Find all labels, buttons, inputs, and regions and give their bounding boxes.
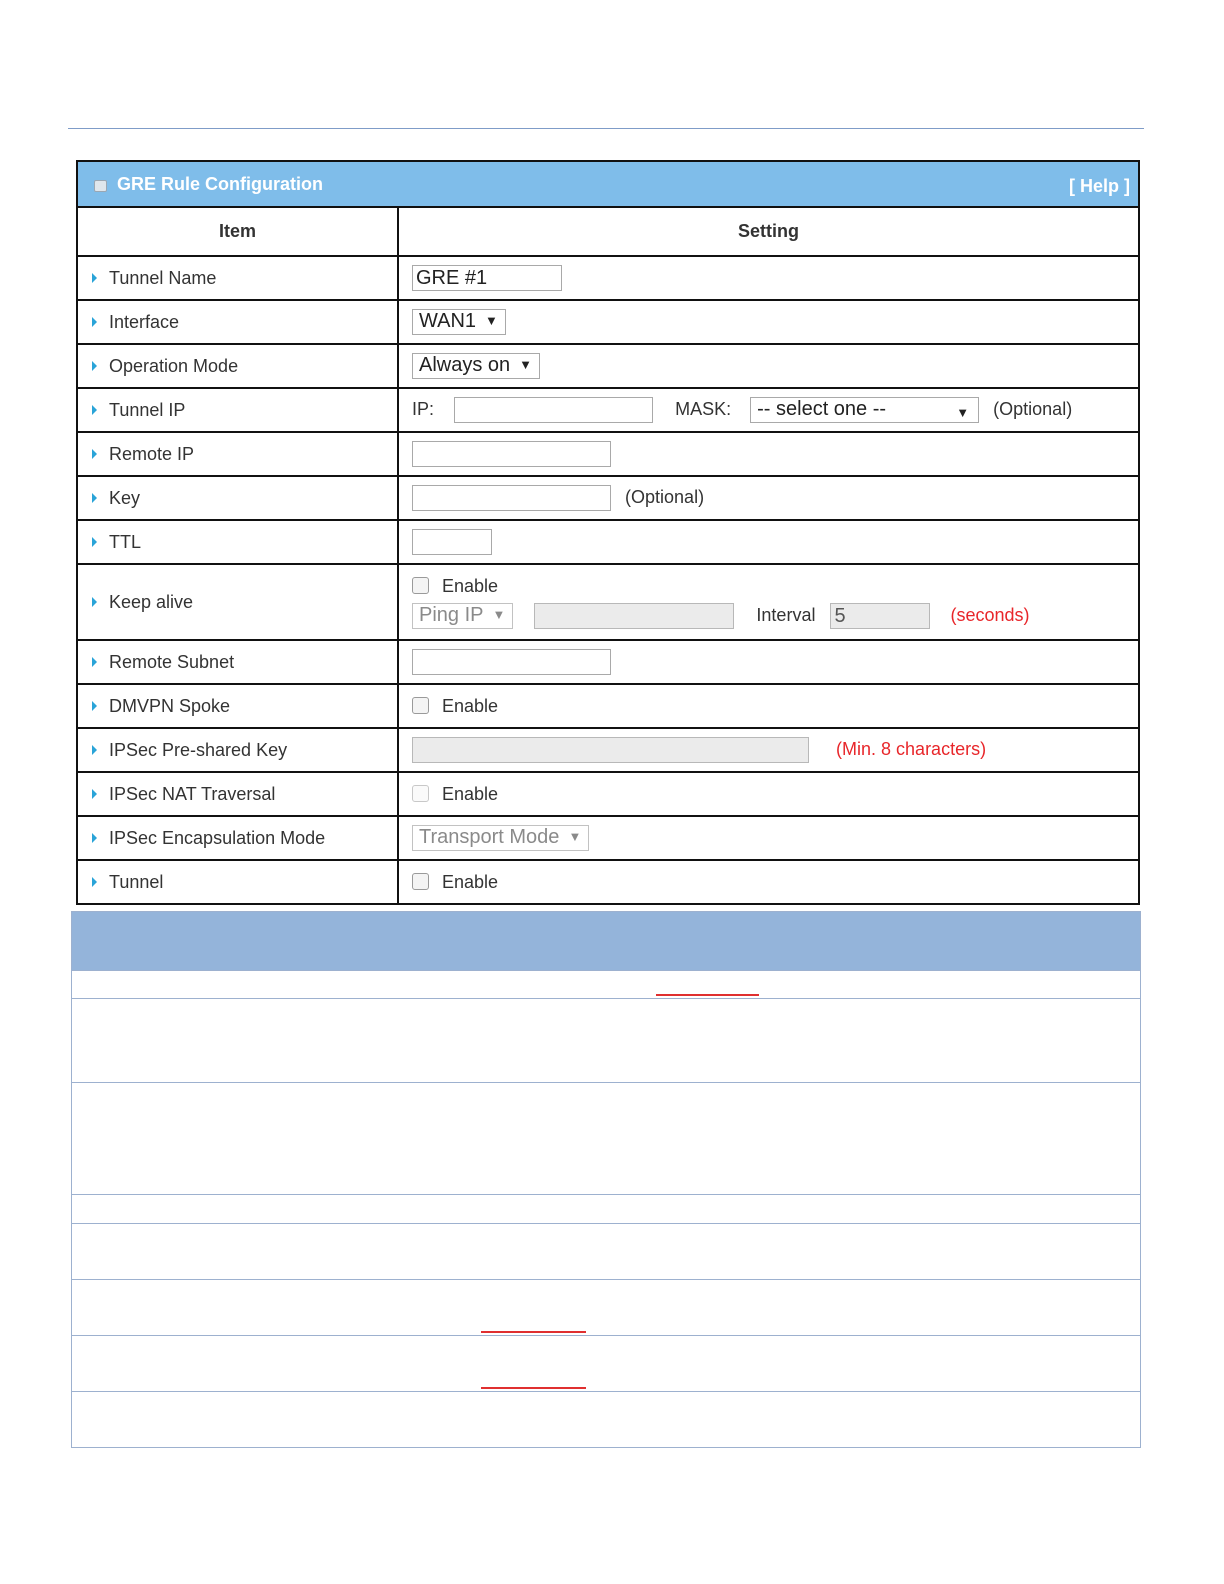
interface-select[interactable] [412, 309, 506, 335]
keep-alive-method-value: Ping IP [419, 603, 484, 626]
ipsec-psk-input[interactable] [412, 737, 809, 763]
key-input[interactable] [412, 485, 611, 511]
description-row [72, 998, 1140, 1082]
description-row [72, 1335, 1140, 1391]
interval-input[interactable]: 5 [830, 603, 930, 629]
ipsec-encap-select[interactable] [412, 825, 589, 851]
red-underline [481, 1331, 586, 1333]
row-remote-subnet [78, 640, 1138, 684]
row-setting-cell [398, 256, 1138, 300]
row-setting-cell [398, 684, 1138, 728]
remote-ip-label: Remote IP [109, 443, 195, 464]
row-ttl [78, 520, 1138, 564]
operation-mode-label: Operation Mode [109, 355, 239, 376]
row-ipsec-encapsulation-mode [78, 816, 1138, 860]
panel-header [78, 162, 1138, 206]
row-label-cell [78, 344, 398, 388]
tunnel-ip-optional-note: (Optional) [993, 398, 1073, 419]
operation-mode-select[interactable] [412, 353, 540, 379]
row-label-cell [78, 640, 398, 684]
row-label-cell [78, 432, 398, 476]
row-setting-cell [398, 520, 1138, 564]
config-table [78, 206, 1138, 903]
table-header-row [78, 207, 1138, 256]
description-table-header [72, 912, 1140, 970]
row-setting-cell [398, 728, 1138, 772]
panel-icon [94, 180, 107, 192]
page-divider [68, 128, 1144, 129]
row-tunnel-name [78, 256, 1138, 300]
row-label-cell [78, 300, 398, 344]
row-operation-mode [78, 344, 1138, 388]
mask-select-value: -- select one -- [757, 398, 887, 420]
panel-title-text: GRE Rule Configuration [117, 174, 323, 194]
row-ipsec-nat-traversal [78, 772, 1138, 816]
mask-label: MASK: [675, 398, 732, 419]
row-setting-cell [398, 344, 1138, 388]
key-label: Key [109, 487, 141, 508]
gre-rule-configuration-panel [76, 160, 1140, 905]
row-tunnel-ip [78, 388, 1138, 432]
row-ipsec-psk [78, 728, 1138, 772]
row-key [78, 476, 1138, 520]
dmvpn-spoke-label: DMVPN Spoke [109, 695, 231, 716]
key-optional-note: (Optional) [625, 486, 705, 507]
row-label-cell [78, 684, 398, 728]
ipsec-nat-label: IPSec NAT Traversal [109, 783, 276, 804]
bullet-arrow-icon [92, 273, 97, 283]
keep-alive-method-select[interactable] [412, 603, 513, 629]
ipsec-nat-enable-label: Enable [442, 783, 499, 804]
dmvpn-spoke-enable-label: Enable [442, 695, 499, 716]
bullet-arrow-icon [92, 493, 97, 503]
interval-label: Interval [756, 604, 816, 625]
bullet-arrow-icon [92, 789, 97, 799]
row-setting-cell [398, 816, 1138, 860]
row-setting-cell [398, 388, 1138, 432]
bullet-arrow-icon [92, 877, 97, 887]
description-table [71, 911, 1141, 1448]
interval-unit-note: (seconds) [950, 604, 1030, 625]
row-label-cell [78, 256, 398, 300]
tunnel-enable-checkbox[interactable] [412, 873, 429, 890]
mask-select[interactable] [750, 397, 979, 423]
row-setting-cell [398, 860, 1138, 903]
dropdown-arrow-icon: ▼ [568, 829, 582, 844]
row-label-cell [78, 728, 398, 772]
dropdown-arrow-icon: ▼ [956, 405, 970, 420]
row-setting-cell [398, 300, 1138, 344]
keep-alive-enable-label: Enable [442, 575, 499, 596]
ipsec-nat-enable-checkbox[interactable] [412, 785, 429, 802]
bullet-arrow-icon [92, 537, 97, 547]
row-label-cell [78, 520, 398, 564]
bullet-arrow-icon [92, 657, 97, 667]
row-setting-cell [398, 476, 1138, 520]
row-remote-ip [78, 432, 1138, 476]
remote-subnet-input[interactable] [412, 649, 611, 675]
description-row [72, 1082, 1140, 1194]
ttl-input[interactable] [412, 529, 492, 555]
description-row [72, 1223, 1140, 1279]
remote-subnet-label: Remote Subnet [109, 651, 235, 672]
tunnel-enable-label: Enable [442, 871, 499, 892]
bullet-arrow-icon [92, 449, 97, 459]
operation-mode-select-value: Always on [419, 354, 511, 376]
interface-label: Interface [109, 311, 180, 332]
tunnel-name-label: Tunnel Name [109, 267, 217, 288]
bullet-arrow-icon [92, 833, 97, 843]
bullet-arrow-icon [92, 745, 97, 755]
bullet-arrow-icon [92, 317, 97, 327]
row-setting-cell [398, 564, 1138, 640]
row-label-cell [78, 564, 398, 640]
description-row [72, 970, 1140, 998]
keep-alive-target-input[interactable] [534, 603, 734, 629]
column-header-setting: Setting [398, 207, 1138, 256]
tunnel-ip-input[interactable] [454, 397, 653, 423]
ipsec-encap-select-value: Transport Mode [419, 826, 560, 848]
interface-select-value: WAN1 [419, 310, 477, 332]
ipsec-psk-label: IPSec Pre-shared Key [109, 739, 288, 760]
row-label-cell [78, 388, 398, 432]
bullet-arrow-icon [92, 361, 97, 371]
red-underline [656, 994, 759, 996]
tunnel-label: Tunnel [109, 871, 164, 892]
tunnel-ip-label: Tunnel IP [109, 399, 186, 420]
bullet-arrow-icon [92, 597, 97, 607]
dropdown-arrow-icon: ▼ [485, 313, 498, 328]
help-link[interactable]: [ Help ] [1069, 176, 1130, 196]
dropdown-arrow-icon: ▼ [519, 357, 533, 372]
row-setting-cell [398, 640, 1138, 684]
column-header-item: Item [78, 207, 398, 256]
ttl-label: TTL [109, 531, 142, 552]
row-interface [78, 300, 1138, 344]
row-tunnel [78, 860, 1138, 903]
description-row [72, 1194, 1140, 1223]
dropdown-arrow-icon: ▼ [492, 606, 506, 622]
bullet-arrow-icon [92, 405, 97, 415]
red-underline [481, 1387, 586, 1389]
row-keep-alive [78, 564, 1138, 640]
description-row [72, 1279, 1140, 1335]
ipsec-encap-label: IPSec Encapsulation Mode [109, 827, 326, 848]
keep-alive-enable-checkbox[interactable] [412, 577, 429, 594]
tunnel-name-input[interactable]: GRE #1 [412, 265, 562, 291]
keep-alive-label: Keep alive [109, 591, 194, 612]
dmvpn-spoke-enable-checkbox[interactable] [412, 697, 429, 714]
row-label-cell [78, 816, 398, 860]
remote-ip-input[interactable] [412, 441, 611, 467]
row-label-cell [78, 476, 398, 520]
row-setting-cell [398, 772, 1138, 816]
description-row [72, 1391, 1140, 1447]
row-setting-cell [398, 432, 1138, 476]
row-label-cell [78, 772, 398, 816]
ip-label: IP: [412, 398, 435, 419]
panel-title [94, 174, 323, 195]
bullet-arrow-icon [92, 701, 97, 711]
ipsec-psk-hint: (Min. 8 characters) [836, 738, 987, 759]
row-dmvpn-spoke [78, 684, 1138, 728]
row-label-cell [78, 860, 398, 903]
